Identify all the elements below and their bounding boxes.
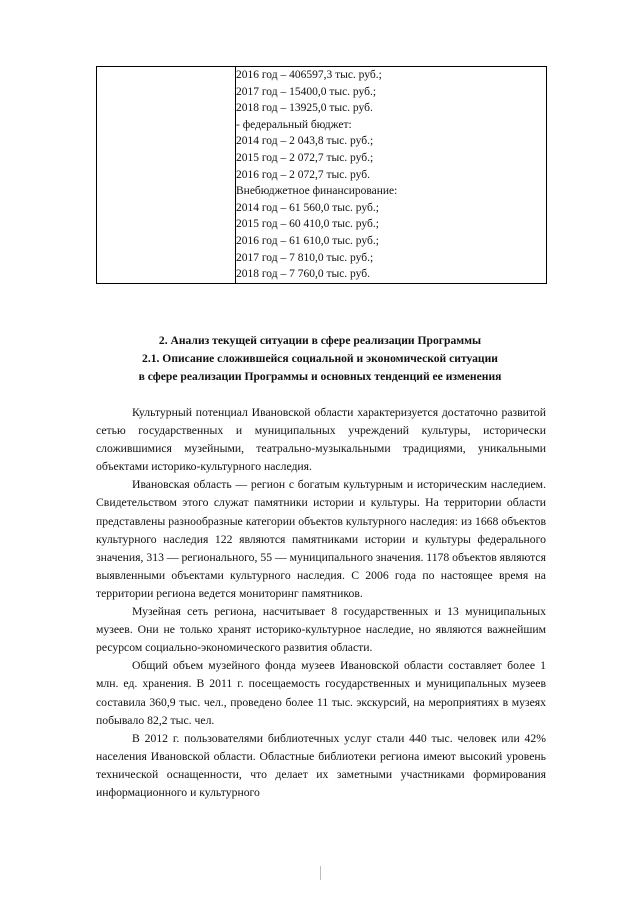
- paragraph: Музейная сеть региона, насчитывает 8 государственных и 13 муниципальных музеев. Они не только хранят историко-культурное наследие, но являются важнейшим ресурсом социально-экономического развития области.: [96, 605, 546, 655]
- body-text: [96, 404, 546, 802]
- financing-table: [96, 66, 544, 284]
- paragraph: Общий объем музейного фонда музеев Ивановской области составляет более 1 млн. ед. хранения. В 2011 г. посещаемость государственных и муниципальных музеев составила 360,9 тыс. чел., проведено более 11 тыс. экскурсий, на мероприятиях в музеях побывало 82,2 тыс. чел.: [96, 659, 546, 727]
- headings: [96, 332, 544, 386]
- table-line: 2015 год – 60 410,0 тыс. руб.;: [236, 218, 379, 231]
- paragraph: Культурный потенциал Ивановской области характеризуется достаточно развитой сетью государственных и муниципальных учреждений культуры, исторически сложившимися музейными, театрально-музыкальными традициями, уникальными объектами историко-культурного наследия.: [96, 406, 546, 474]
- table-line: 2017 год – 15400,0 тыс. руб.;: [236, 85, 377, 98]
- table-line: 2016 год – 406597,3 тыс. руб.;: [236, 69, 382, 81]
- table-line: 2014 год – 61 560,0 тыс. руб.;: [236, 201, 379, 214]
- table-line: 2016 год – 2 072,7 тыс. руб.: [236, 168, 370, 181]
- subsection-heading-line2: в сфере реализации Программы и основных тенденций ее изменения: [138, 370, 502, 383]
- table-line: - федеральный бюджет:: [236, 118, 352, 131]
- table-cell-left: [97, 67, 236, 284]
- paragraph: В 2012 г. пользователями библиотечных услуг стали 440 тыс. человек или 42% населения Ивановской области. Областные библиотеки региона имеют высокий уровень технической оснащенности, что делает их заметными участниками формирования информационного и культурного: [96, 731, 546, 799]
- table-line: 2018 год – 13925,0 тыс. руб.: [236, 102, 373, 115]
- subsection-heading-line1: 2.1. Описание сложившейся социальной и экономической ситуации: [142, 352, 498, 365]
- table-line: Внебюджетное финансирование:: [236, 185, 398, 198]
- table-cell-right: [236, 67, 547, 284]
- table-line: 2018 год – 7 760,0 тыс. руб.: [236, 268, 370, 281]
- table-line: 2016 год – 61 610,0 тыс. руб.;: [236, 234, 379, 247]
- table-row: [97, 67, 547, 284]
- page-footer-mark: [320, 866, 323, 880]
- table-line: 2015 год – 2 072,7 тыс. руб.;: [236, 151, 374, 164]
- section-heading: 2. Анализ текущей ситуации в сфере реализации Программы: [158, 334, 482, 347]
- table-line: 2017 год – 7 810,0 тыс. руб.;: [236, 251, 374, 264]
- paragraph: Ивановская область — регион с богатым культурным и историческим наследием. Свидетельством этого служат памятники истории и культуры. На территории области представлены разнообразные категории объектов культурного наследия: из 1668 объектов культурного наследия 122 являются памятниками истории и культуры федерального значения, 313 — регионального, 55 — муниципального значения. 1178 объектов являются выявленными объектами культурного наследия. С 2006 года по настоящее время на территории региона ведется мониторинг памятников.: [96, 478, 546, 600]
- financing-table-grid: [96, 66, 547, 284]
- table-line: 2014 год – 2 043,8 тыс. руб.;: [236, 135, 374, 148]
